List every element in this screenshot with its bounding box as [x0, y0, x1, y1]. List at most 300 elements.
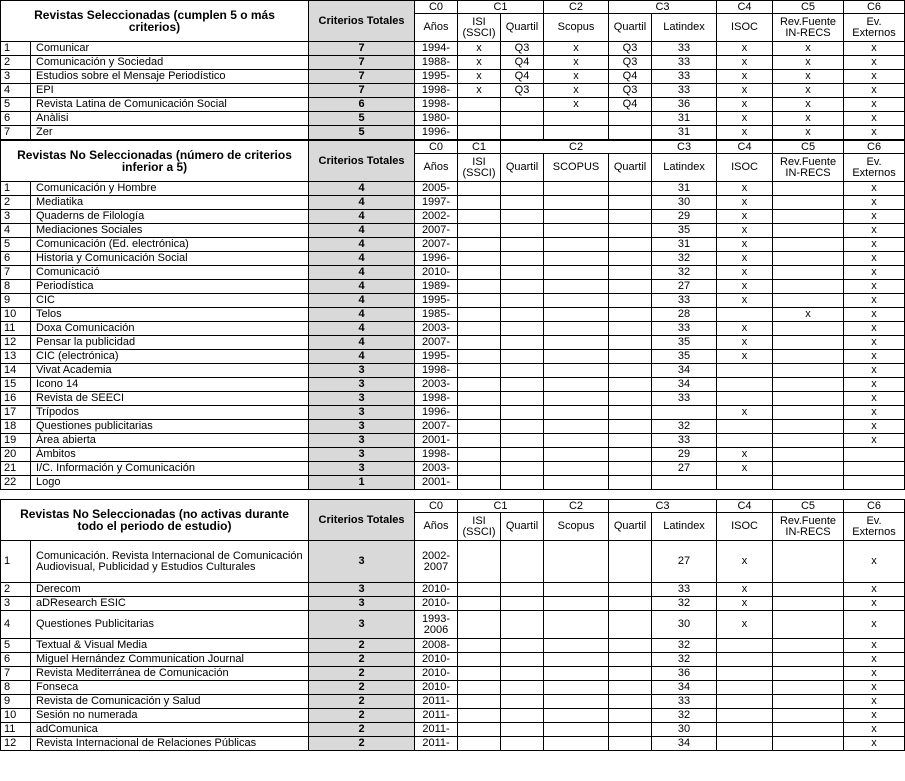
- row-number: 2: [1, 56, 31, 70]
- criterios-total: 4: [309, 196, 415, 210]
- scopus-quartil-cell: [609, 448, 652, 462]
- scopus-cell: x: [544, 70, 609, 84]
- row-number: 11: [1, 322, 31, 336]
- isi-quartil-cell: Q4: [501, 56, 544, 70]
- journal-name: Comunicar: [31, 42, 309, 56]
- scopus-quartil-cell: [609, 639, 652, 653]
- journal-name: Revista Latina de Comunicación Social: [31, 98, 309, 112]
- scopus-cell: [544, 639, 609, 653]
- isi-cell: [458, 196, 501, 210]
- latindex-cell: 32: [652, 639, 717, 653]
- col-isoc: ISOC: [717, 14, 773, 42]
- ev-externos-cell: x: [844, 266, 905, 280]
- journal-name: Fonseca: [31, 681, 309, 695]
- ev-externos-cell: x: [844, 252, 905, 266]
- scopus-quartil-cell: [609, 723, 652, 737]
- ev-externos-cell: x: [844, 667, 905, 681]
- rev-fuente-cell: [773, 448, 844, 462]
- isoc-cell: x: [717, 70, 773, 84]
- year-cell: 2001-: [415, 434, 458, 448]
- rev-fuente-cell: [773, 364, 844, 378]
- isoc-cell: x: [717, 182, 773, 196]
- criterios-header: Criterios Totales: [309, 500, 415, 541]
- isi-cell: [458, 252, 501, 266]
- scopus-quartil-cell: Q3: [609, 42, 652, 56]
- group-c3: C3: [652, 141, 717, 154]
- latindex-cell: 33: [652, 42, 717, 56]
- latindex-cell: 27: [652, 280, 717, 294]
- group-c6: C6: [844, 141, 905, 154]
- year-cell: 2007-: [415, 336, 458, 350]
- ev-externos-cell: x: [844, 210, 905, 224]
- table-row: [1, 406, 905, 420]
- group-c1: C1: [458, 141, 501, 154]
- ev-externos-cell: [844, 462, 905, 476]
- ev-externos-cell: x: [844, 695, 905, 709]
- isi-cell: [458, 378, 501, 392]
- rev-fuente-cell: [773, 252, 844, 266]
- ev-externos-cell: x: [844, 392, 905, 406]
- isi-quartil-cell: [501, 709, 544, 723]
- isi-quartil-cell: [501, 238, 544, 252]
- col-quartil-scopus: Quartil: [609, 154, 652, 182]
- scopus-cell: [544, 266, 609, 280]
- scopus-quartil-cell: Q4: [609, 98, 652, 112]
- table1-title: Revistas Seleccionadas (cumplen 5 o más criterios): [1, 1, 309, 42]
- rev-fuente-cell: [773, 709, 844, 723]
- criterios-total: 2: [309, 667, 415, 681]
- latindex-cell: 33: [652, 583, 717, 597]
- group-c3: C3: [609, 1, 717, 14]
- year-cell: 2001-: [415, 476, 458, 490]
- year-cell: 2003-: [415, 378, 458, 392]
- latindex-cell: 36: [652, 667, 717, 681]
- criterios-total: 5: [309, 112, 415, 126]
- journal-name: Doxa Comunicación: [31, 322, 309, 336]
- criterios-total: 5: [309, 126, 415, 140]
- latindex-cell: 34: [652, 737, 717, 751]
- group-c6: C6: [844, 1, 905, 14]
- isoc-cell: x: [717, 98, 773, 112]
- isi-quartil-cell: [501, 737, 544, 751]
- rev-fuente-cell: [773, 653, 844, 667]
- isi-cell: [458, 420, 501, 434]
- group-c5: C5: [773, 500, 844, 513]
- isoc-cell: x: [717, 406, 773, 420]
- isi-quartil-cell: [501, 653, 544, 667]
- scopus-cell: [544, 322, 609, 336]
- row-number: 3: [1, 70, 31, 84]
- scopus-quartil-cell: [609, 667, 652, 681]
- scopus-cell: [544, 224, 609, 238]
- criterios-total: 7: [309, 56, 415, 70]
- isi-cell: [458, 462, 501, 476]
- ev-externos-cell: x: [844, 723, 905, 737]
- journal-name: Revista de SEECI: [31, 392, 309, 406]
- isi-cell: [458, 597, 501, 611]
- rev-fuente-cell: [773, 294, 844, 308]
- row-number: 4: [1, 611, 31, 639]
- journal-name: Área abierta: [31, 434, 309, 448]
- scopus-cell: [544, 238, 609, 252]
- isoc-cell: x: [717, 597, 773, 611]
- table-row: [1, 196, 905, 210]
- latindex-cell: 35: [652, 224, 717, 238]
- group-c1: C1: [458, 500, 544, 513]
- rev-fuente-cell: [773, 350, 844, 364]
- scopus-quartil-cell: [609, 350, 652, 364]
- latindex-cell: 33: [652, 294, 717, 308]
- latindex-cell: 29: [652, 210, 717, 224]
- ev-externos-cell: x: [844, 238, 905, 252]
- ev-externos-cell: x: [844, 126, 905, 140]
- rev-fuente-cell: x: [773, 308, 844, 322]
- year-cell: 1995-: [415, 294, 458, 308]
- scopus-quartil-cell: [609, 611, 652, 639]
- scopus-quartil-cell: [609, 336, 652, 350]
- isi-quartil-cell: [501, 420, 544, 434]
- isi-quartil-cell: [501, 611, 544, 639]
- col-isi: ISI (SSCI): [458, 14, 501, 42]
- scopus-cell: [544, 583, 609, 597]
- journal-name: Miguel Hernández Communication Journal: [31, 653, 309, 667]
- journal-name: Mediatika: [31, 196, 309, 210]
- isi-cell: [458, 434, 501, 448]
- year-cell: 1989-: [415, 280, 458, 294]
- table-row: [1, 541, 905, 583]
- table-row: [1, 737, 905, 751]
- rev-fuente-cell: [773, 434, 844, 448]
- isoc-cell: x: [717, 583, 773, 597]
- year-cell: 1996-: [415, 252, 458, 266]
- latindex-cell: 33: [652, 56, 717, 70]
- table-row: [1, 476, 905, 490]
- year-cell: 1998-: [415, 98, 458, 112]
- isi-cell: [458, 406, 501, 420]
- journal-name: Trípodos: [31, 406, 309, 420]
- group-c3: C3: [609, 500, 717, 513]
- isi-quartil-cell: [501, 224, 544, 238]
- scopus-cell: [544, 112, 609, 126]
- ev-externos-cell: x: [844, 336, 905, 350]
- year-cell: 2002-2007: [415, 541, 458, 583]
- journal-name: Ámbitos: [31, 448, 309, 462]
- year-cell: 2010-: [415, 653, 458, 667]
- rev-fuente-cell: x: [773, 42, 844, 56]
- rev-fuente-cell: [773, 681, 844, 695]
- rev-fuente-cell: [773, 336, 844, 350]
- rev-fuente-cell: [773, 611, 844, 639]
- isi-cell: [458, 392, 501, 406]
- year-cell: 2011-: [415, 737, 458, 751]
- year-cell: 1980-: [415, 112, 458, 126]
- group-c5: C5: [773, 141, 844, 154]
- ev-externos-cell: x: [844, 639, 905, 653]
- isi-quartil-cell: [501, 667, 544, 681]
- criterios-total: 3: [309, 434, 415, 448]
- isoc-cell: x: [717, 462, 773, 476]
- latindex-cell: 32: [652, 653, 717, 667]
- latindex-cell: 32: [652, 709, 717, 723]
- journal-name: I/C. Información y Comunicación: [31, 462, 309, 476]
- isi-cell: x: [458, 70, 501, 84]
- isi-cell: [458, 695, 501, 709]
- rev-fuente-cell: [773, 462, 844, 476]
- journal-name: Icono 14: [31, 378, 309, 392]
- journal-name: Mediaciones Sociales: [31, 224, 309, 238]
- ev-externos-cell: x: [844, 42, 905, 56]
- table-row: [1, 597, 905, 611]
- isoc-cell: [717, 723, 773, 737]
- scopus-cell: [544, 294, 609, 308]
- isoc-cell: [717, 308, 773, 322]
- isi-cell: [458, 709, 501, 723]
- row-number: 7: [1, 266, 31, 280]
- isi-cell: [458, 294, 501, 308]
- year-cell: 1997-: [415, 196, 458, 210]
- criterios-total: 2: [309, 681, 415, 695]
- col-ev-externos: Ev. Externos: [844, 14, 905, 42]
- criterios-total: 2: [309, 737, 415, 751]
- journal-name: Anàlisi: [31, 112, 309, 126]
- col-anos: Años: [415, 513, 458, 541]
- rev-fuente-cell: [773, 196, 844, 210]
- isi-quartil-cell: [501, 252, 544, 266]
- row-number: 8: [1, 280, 31, 294]
- year-cell: 1996-: [415, 126, 458, 140]
- isi-quartil-cell: [501, 583, 544, 597]
- criterios-total: 3: [309, 406, 415, 420]
- year-cell: 2010-: [415, 667, 458, 681]
- scopus-quartil-cell: [609, 392, 652, 406]
- criterios-total: 2: [309, 653, 415, 667]
- row-number: 10: [1, 709, 31, 723]
- col-quartil-isi: Quartil: [501, 154, 544, 182]
- scopus-cell: [544, 434, 609, 448]
- col-anos: Años: [415, 14, 458, 42]
- criterios-total: 4: [309, 238, 415, 252]
- criterios-total: 3: [309, 583, 415, 597]
- row-number: 5: [1, 98, 31, 112]
- isi-quartil-cell: [501, 434, 544, 448]
- scopus-cell: [544, 210, 609, 224]
- journal-name: Textual & Visual Media: [31, 639, 309, 653]
- scopus-cell: [544, 392, 609, 406]
- scopus-cell: [544, 667, 609, 681]
- scopus-quartil-cell: [609, 294, 652, 308]
- isi-cell: [458, 210, 501, 224]
- isi-cell: [458, 364, 501, 378]
- isi-quartil-cell: [501, 182, 544, 196]
- scopus-cell: [544, 420, 609, 434]
- col-isoc: ISOC: [717, 513, 773, 541]
- latindex-cell: 33: [652, 322, 717, 336]
- latindex-cell: 33: [652, 695, 717, 709]
- ev-externos-cell: x: [844, 224, 905, 238]
- year-cell: 2007-: [415, 420, 458, 434]
- year-cell: 2007-: [415, 238, 458, 252]
- group-c5: C5: [773, 1, 844, 14]
- ev-externos-cell: x: [844, 434, 905, 448]
- group-c2: C2: [544, 500, 609, 513]
- latindex-cell: 33: [652, 84, 717, 98]
- scopus-cell: [544, 364, 609, 378]
- journal-name: Revista Mediterránea de Comunicación: [31, 667, 309, 681]
- journal-name: Comunicación y Sociedad: [31, 56, 309, 70]
- isi-quartil-cell: [501, 322, 544, 336]
- year-cell: 1993-2006: [415, 611, 458, 639]
- criterios-total: 7: [309, 42, 415, 56]
- rev-fuente-cell: [773, 695, 844, 709]
- isoc-cell: [717, 695, 773, 709]
- scopus-cell: [544, 709, 609, 723]
- isi-quartil-cell: [501, 266, 544, 280]
- isi-cell: [458, 126, 501, 140]
- rev-fuente-cell: [773, 420, 844, 434]
- group-c0: C0: [415, 141, 458, 154]
- isi-quartil-cell: [501, 392, 544, 406]
- rev-fuente-cell: [773, 378, 844, 392]
- scopus-quartil-cell: [609, 541, 652, 583]
- rev-fuente-cell: [773, 639, 844, 653]
- criterios-total: 4: [309, 322, 415, 336]
- criterios-total: 2: [309, 723, 415, 737]
- isoc-cell: [717, 709, 773, 723]
- year-cell: 2010-: [415, 266, 458, 280]
- row-number: 11: [1, 723, 31, 737]
- scopus-quartil-cell: [609, 681, 652, 695]
- scopus-quartil-cell: [609, 112, 652, 126]
- isi-cell: [458, 653, 501, 667]
- col-ev-externos: Ev. Externos: [844, 154, 905, 182]
- isi-quartil-cell: [501, 364, 544, 378]
- table-row: [1, 126, 905, 140]
- journal-name: adComunica: [31, 723, 309, 737]
- row-number: 22: [1, 476, 31, 490]
- group-c4: C4: [717, 1, 773, 14]
- scopus-quartil-cell: [609, 653, 652, 667]
- rev-fuente-cell: [773, 322, 844, 336]
- isoc-cell: [717, 653, 773, 667]
- isoc-cell: x: [717, 112, 773, 126]
- row-number: 6: [1, 252, 31, 266]
- row-number: 12: [1, 737, 31, 751]
- criterios-total: 4: [309, 252, 415, 266]
- isi-cell: [458, 322, 501, 336]
- journal-name: Sesión no numerada: [31, 709, 309, 723]
- rev-fuente-cell: [773, 541, 844, 583]
- isoc-cell: x: [717, 266, 773, 280]
- col-isi: ISI (SSCI): [458, 513, 501, 541]
- row-number: 19: [1, 434, 31, 448]
- scopus-cell: [544, 462, 609, 476]
- isi-quartil-cell: [501, 639, 544, 653]
- scopus-cell: [544, 280, 609, 294]
- table-row: [1, 308, 905, 322]
- row-number: 18: [1, 420, 31, 434]
- row-number: 9: [1, 695, 31, 709]
- scopus-quartil-cell: Q3: [609, 84, 652, 98]
- isoc-cell: x: [717, 611, 773, 639]
- latindex-cell: 28: [652, 308, 717, 322]
- col-scopus: SCOPUS: [544, 154, 609, 182]
- isi-quartil-cell: Q4: [501, 70, 544, 84]
- group-c2: C2: [544, 1, 609, 14]
- isi-quartil-cell: [501, 196, 544, 210]
- journal-name: Revista Internacional de Relaciones Públicas: [31, 737, 309, 751]
- isi-cell: [458, 448, 501, 462]
- isi-quartil-cell: [501, 112, 544, 126]
- isi-quartil-cell: [501, 597, 544, 611]
- rev-fuente-cell: [773, 224, 844, 238]
- isi-cell: [458, 723, 501, 737]
- table-row: [1, 238, 905, 252]
- criterios-total: 2: [309, 639, 415, 653]
- col-quartil-isi: Quartil: [501, 14, 544, 42]
- scopus-quartil-cell: [609, 252, 652, 266]
- isoc-cell: x: [717, 294, 773, 308]
- table-row: [1, 639, 905, 653]
- scopus-quartil-cell: Q3: [609, 56, 652, 70]
- isoc-cell: x: [717, 84, 773, 98]
- table-row: [1, 434, 905, 448]
- isi-quartil-cell: [501, 294, 544, 308]
- col-ev-externos: Ev. Externos: [844, 513, 905, 541]
- latindex-cell: 31: [652, 126, 717, 140]
- journal-name: CIC (electrónica): [31, 350, 309, 364]
- row-number: 9: [1, 294, 31, 308]
- isi-quartil-cell: [501, 350, 544, 364]
- isi-cell: [458, 350, 501, 364]
- group-c0: C0: [415, 500, 458, 513]
- journal-name: Estudios sobre el Mensaje Periodístico: [31, 70, 309, 84]
- scopus-cell: [544, 723, 609, 737]
- latindex-cell: 30: [652, 723, 717, 737]
- scopus-quartil-cell: [609, 476, 652, 490]
- rev-fuente-cell: [773, 597, 844, 611]
- row-number: 8: [1, 681, 31, 695]
- isi-cell: [458, 667, 501, 681]
- col-latindex: Latindex: [652, 14, 717, 42]
- isi-quartil-cell: [501, 378, 544, 392]
- scopus-cell: [544, 737, 609, 751]
- isoc-cell: x: [717, 224, 773, 238]
- rev-fuente-cell: [773, 406, 844, 420]
- criterios-total: 4: [309, 210, 415, 224]
- isi-cell: [458, 182, 501, 196]
- criterios-total: 1: [309, 476, 415, 490]
- row-number: 6: [1, 653, 31, 667]
- isoc-cell: x: [717, 238, 773, 252]
- isoc-cell: [717, 639, 773, 653]
- row-number: 7: [1, 126, 31, 140]
- criterios-total: 4: [309, 294, 415, 308]
- latindex-cell: 31: [652, 112, 717, 126]
- scopus-quartil-cell: Q4: [609, 70, 652, 84]
- isi-quartil-cell: [501, 210, 544, 224]
- journal-name: Questiones publicitarias: [31, 420, 309, 434]
- table-row: [1, 611, 905, 639]
- scopus-quartil-cell: [609, 695, 652, 709]
- ev-externos-cell: [844, 476, 905, 490]
- scopus-quartil-cell: [609, 597, 652, 611]
- year-cell: 2010-: [415, 597, 458, 611]
- isoc-cell: [717, 681, 773, 695]
- scopus-quartil-cell: [609, 196, 652, 210]
- table-row: [1, 294, 905, 308]
- row-number: 1: [1, 541, 31, 583]
- isi-cell: [458, 476, 501, 490]
